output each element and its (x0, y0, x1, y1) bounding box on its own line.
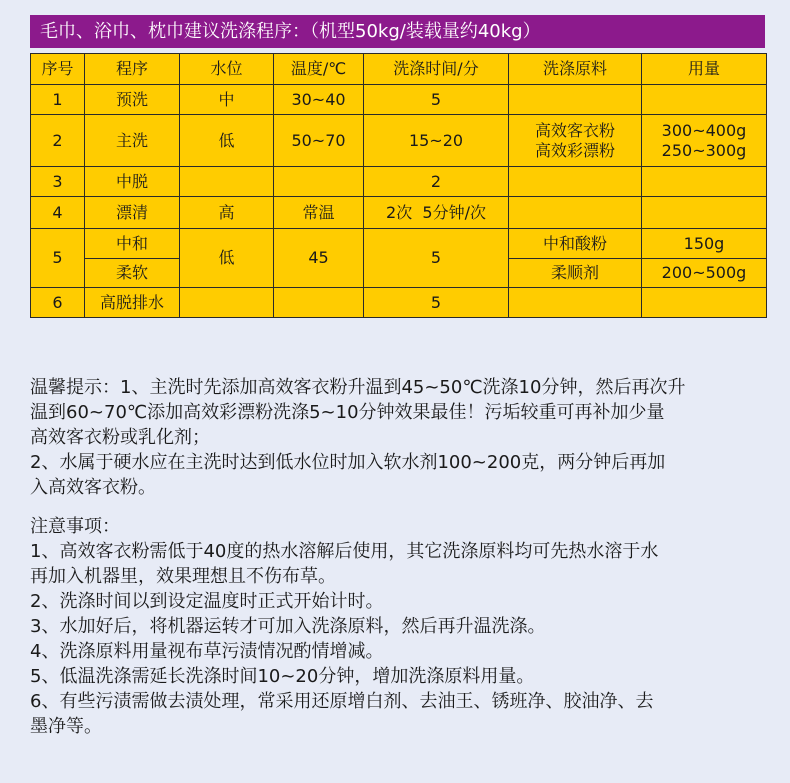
cell-no: 5 (31, 229, 85, 288)
cell-material: 中和酸粉 (509, 229, 642, 259)
tips-line: 温馨提示：1、主洗时先添加高效客衣粉升温到45~50℃洗涤10分钟，然后再次升 (30, 377, 686, 398)
tips-section (30, 375, 770, 500)
header-cell-water: 水位 (180, 54, 274, 85)
cell-water (180, 167, 274, 197)
table-row (31, 229, 767, 259)
cell-temp: 50~70 (274, 115, 364, 167)
cautions-line: 2、洗涤时间以到设定温度时正式开始计时。 (30, 591, 384, 612)
cell-step: 中和 (85, 229, 180, 259)
cautions-line: 墨净等。 (30, 716, 102, 737)
cell-no: 4 (31, 197, 85, 229)
cell-amount (642, 288, 767, 318)
cell-water: 低 (180, 115, 274, 167)
material-line: 高效客衣粉 (534, 120, 615, 140)
cell-amount: 200~500g (642, 259, 767, 288)
cell-water: 高 (180, 197, 274, 229)
header-cell-no: 序号 (31, 54, 85, 85)
cell-water (180, 288, 274, 318)
cell-step: 高脱排水 (85, 288, 180, 318)
cell-water: 低 (180, 229, 274, 288)
cell-step: 预洗 (85, 85, 180, 115)
cell-step: 柔软 (85, 259, 180, 288)
cell-no: 3 (31, 167, 85, 197)
cell-step: 主洗 (85, 115, 180, 167)
cell-temp (274, 167, 364, 197)
table-row (31, 115, 767, 167)
cautions-line: 4、洗涤原料用量视布草污渍情况酌情增减。 (30, 641, 384, 662)
cell-material (509, 85, 642, 115)
cautions-line: 3、水加好后，将机器运转才可加入洗涤原料，然后再升温洗涤。 (30, 616, 546, 637)
header-cell-temp: 温度/℃ (274, 54, 364, 85)
cell-amount (642, 167, 767, 197)
tips-line: 入高效客衣粉。 (30, 477, 156, 498)
table-row (31, 197, 767, 229)
cell-temp: 常温 (274, 197, 364, 229)
cell-amount (642, 197, 767, 229)
table-row (31, 167, 767, 197)
cautions-section (30, 514, 770, 739)
cell-material (509, 197, 642, 229)
cautions-line: 5、低温洗涤需延长洗涤时间10~20分钟，增加洗涤原料用量。 (30, 666, 535, 687)
cell-step: 漂清 (85, 197, 180, 229)
header-cell-time: 洗涤时间/分 (364, 54, 509, 85)
tips-line: 高效客衣粉或乳化剂； (30, 427, 210, 448)
amount-line: 250~300g (661, 140, 747, 160)
cell-temp: 45 (274, 229, 364, 288)
table-row (31, 85, 767, 115)
tips-line: 2、水属于硬水应在主洗时达到低水位时加入软水剂100~200克，两分钟后再加 (30, 452, 666, 473)
cautions-line: 再加入机器里，效果理想且不伤布草。 (30, 566, 336, 587)
cautions-line: 6、有些污渍需做去渍处理，常采用还原增白剂、去油王、锈班净、胶油净、去 (30, 691, 654, 712)
material-line: 高效彩漂粉 (534, 140, 615, 160)
wash-program-table (30, 53, 767, 318)
table-header-row (31, 54, 767, 85)
cell-no: 2 (31, 115, 85, 167)
cell-amount (642, 115, 767, 167)
cell-material: 柔顺剂 (509, 259, 642, 288)
cautions-line: 1、高效客衣粉需低于40度的热水溶解后使用，其它洗涤原料均可先热水溶于水 (30, 541, 659, 562)
cell-time: 15~20 (364, 115, 509, 167)
header-cell-amount: 用量 (642, 54, 767, 85)
cautions-heading: 注意事项： (30, 516, 120, 537)
table-row (31, 288, 767, 318)
cell-temp: 30~40 (274, 85, 364, 115)
cell-time: 2 (364, 167, 509, 197)
cell-time: 5 (364, 229, 509, 288)
amount-line: 300~400g (661, 120, 747, 140)
cell-time: 2次 5分钟/次 (364, 197, 509, 229)
tips-line: 温到60~70℃添加高效彩漂粉洗涤5~10分钟效果最佳！污垢较重可再补加少量 (30, 402, 665, 423)
cell-no: 1 (31, 85, 85, 115)
cell-time: 5 (364, 288, 509, 318)
cell-step: 中脱 (85, 167, 180, 197)
cell-temp (274, 288, 364, 318)
cell-water: 中 (180, 85, 274, 115)
cell-material (509, 167, 642, 197)
cell-material (509, 115, 642, 167)
cell-no: 6 (31, 288, 85, 318)
cell-material (509, 288, 642, 318)
header-cell-step: 程序 (85, 54, 180, 85)
cell-amount (642, 85, 767, 115)
section-title-banner: 毛巾、浴巾、枕巾建议洗涤程序：（机型50kg/装载量约40kg） (30, 15, 765, 48)
cell-amount: 150g (642, 229, 767, 259)
header-cell-material: 洗涤原料 (509, 54, 642, 85)
cell-time: 5 (364, 85, 509, 115)
